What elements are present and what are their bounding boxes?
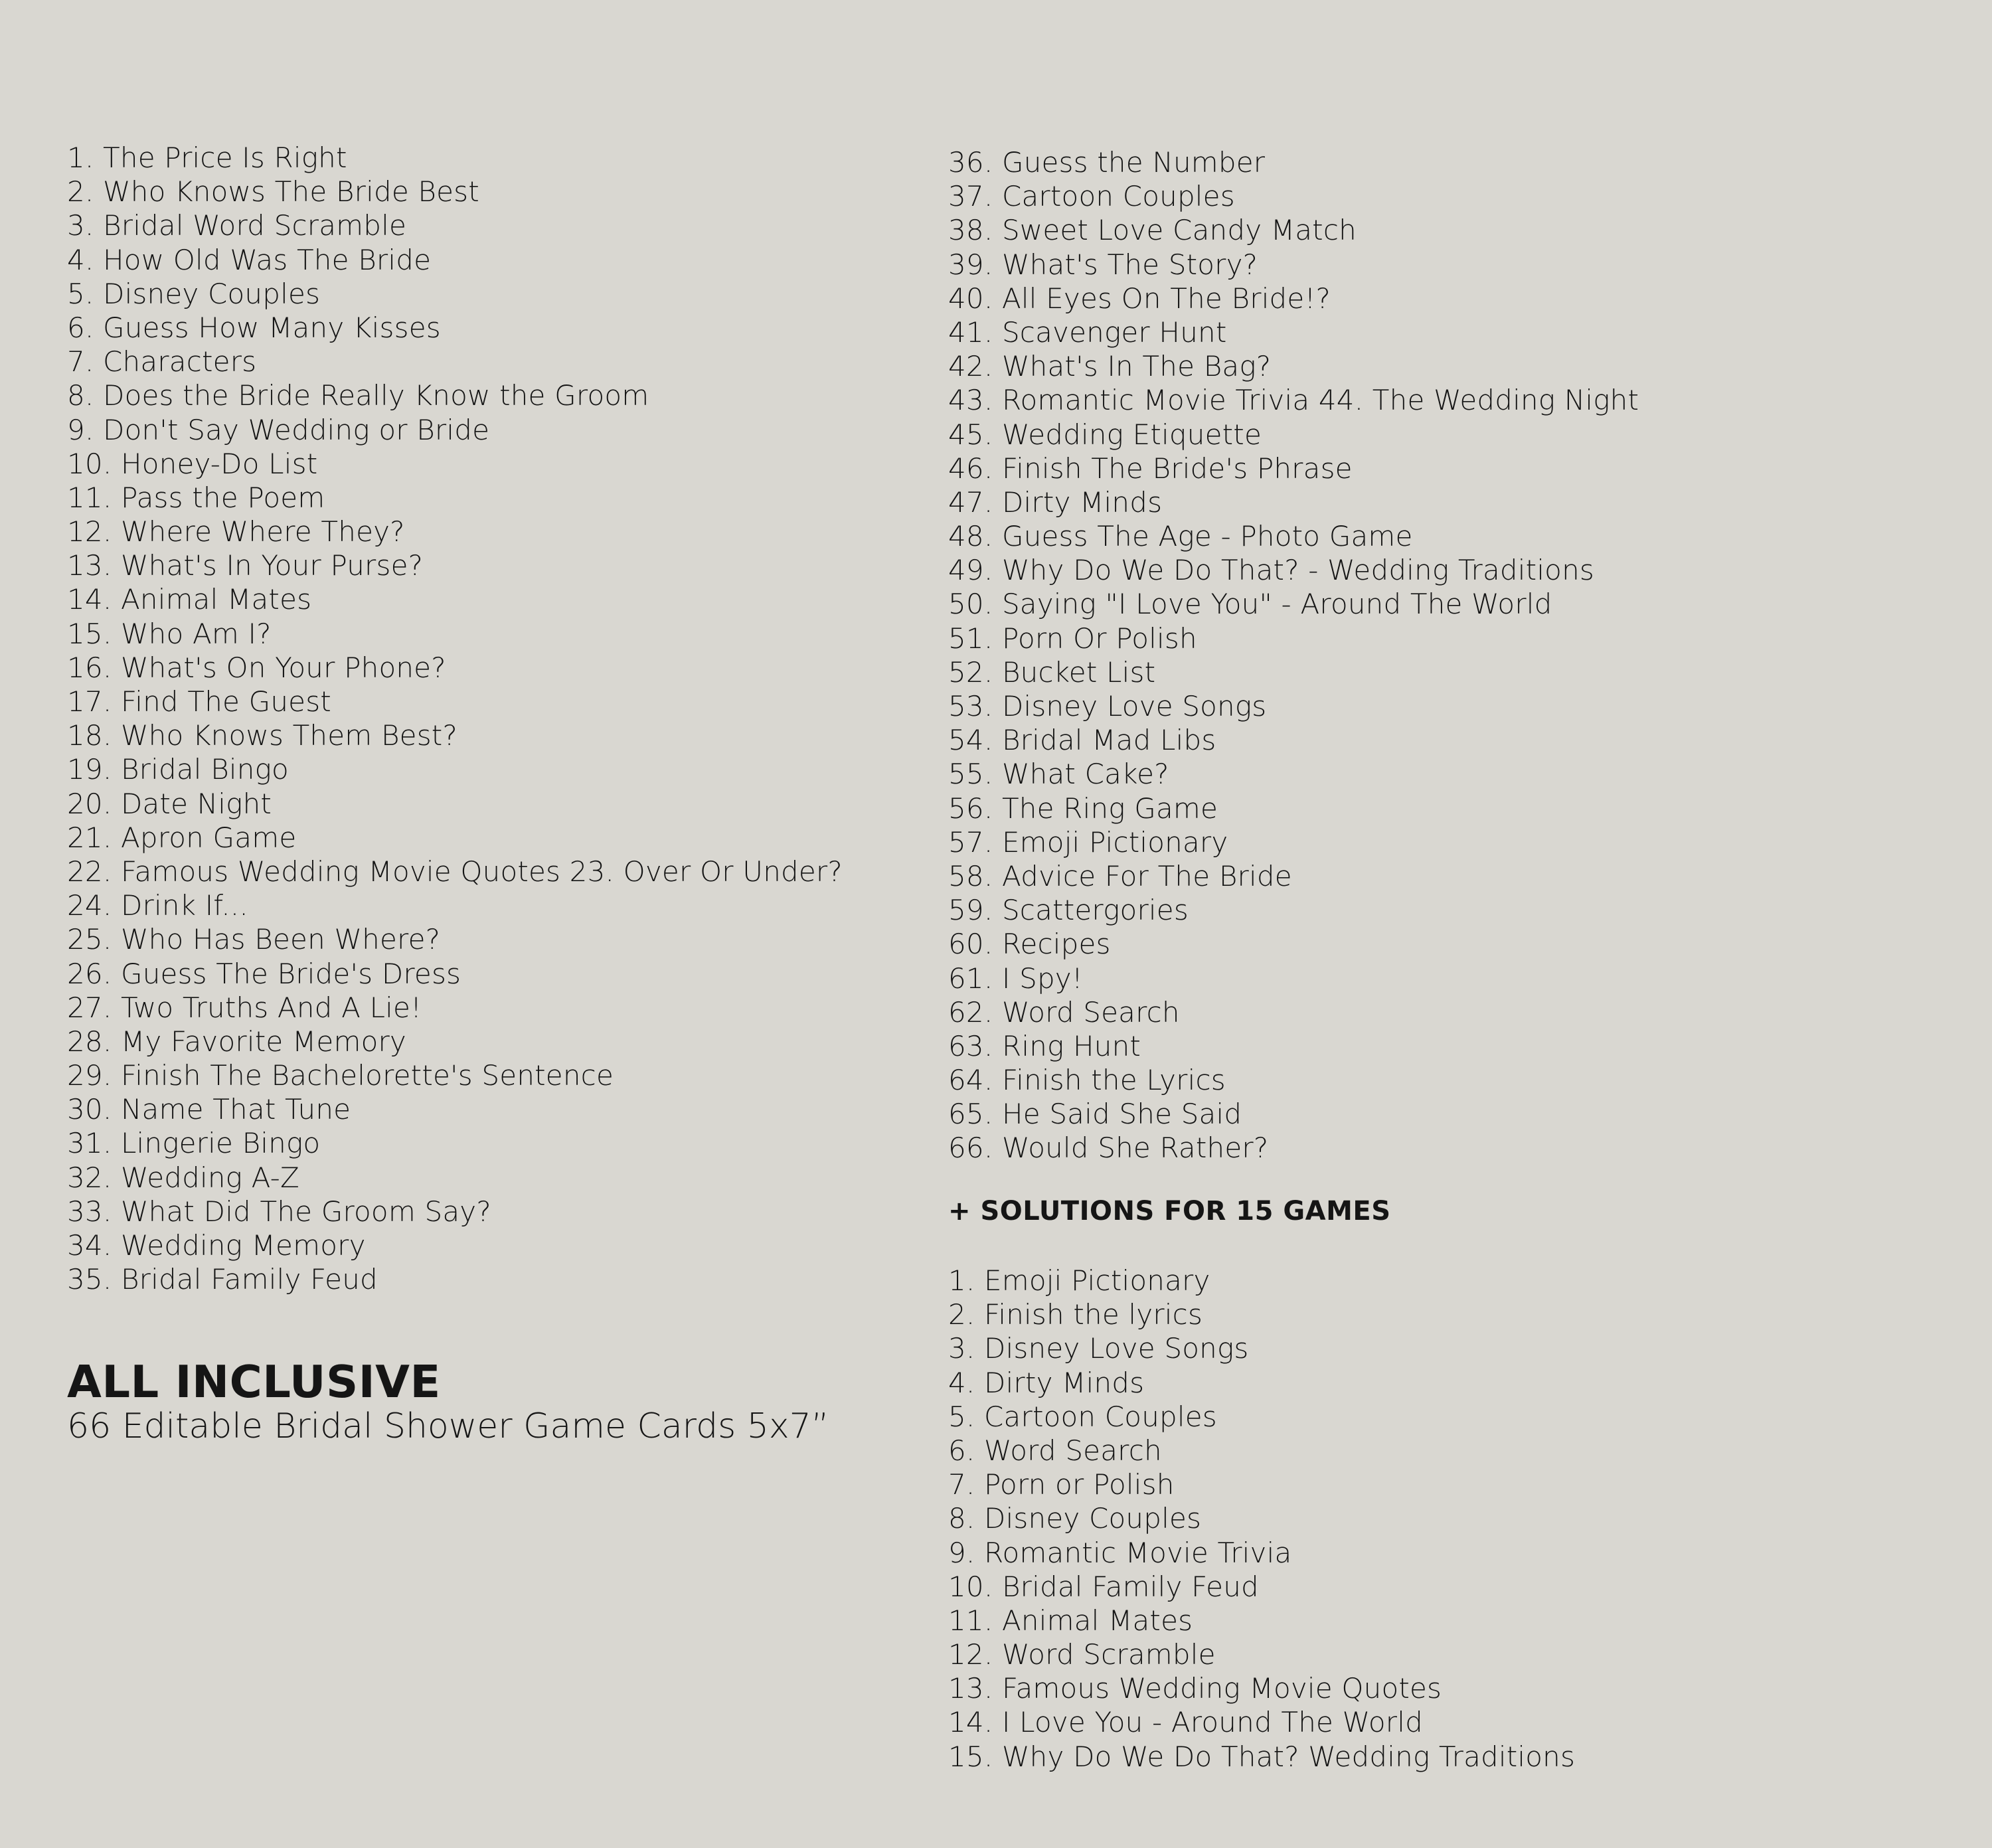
- game-item: 13. What's In Your Purse?: [67, 549, 424, 582]
- solution-item: 13. Famous Wedding Movie Quotes: [948, 1672, 1442, 1705]
- game-item: 21. Apron Game: [67, 821, 297, 854]
- game-item: 63. Ring Hunt: [948, 1029, 1141, 1062]
- game-item: 49. Why Do We Do That? - Wedding Traditions: [948, 554, 1594, 587]
- solution-item: 10. Bridal Family Feud: [948, 1570, 1259, 1603]
- solution-item: 2. Finish the lyrics: [948, 1298, 1203, 1331]
- game-item: 4. How Old Was The Bride: [67, 243, 432, 276]
- game-item: 6. Guess How Many Kisses: [67, 311, 441, 344]
- game-item: 5. Disney Couples: [67, 277, 321, 310]
- solution-item: 5. Cartoon Couples: [948, 1400, 1217, 1433]
- game-item: 11. Pass the Poem: [67, 481, 325, 514]
- solution-item: 11. Animal Mates: [948, 1604, 1193, 1637]
- game-item: 40. All Eyes On The Bride!?: [948, 282, 1331, 315]
- game-item: 25. Who Has Been Where?: [67, 923, 441, 956]
- game-item: 51. Porn Or Polish: [948, 622, 1197, 655]
- game-item: 16. What's On Your Phone?: [67, 651, 446, 684]
- game-item: 24. Drink If...: [67, 889, 248, 922]
- game-item: 20. Date Night: [67, 787, 272, 820]
- game-item: 10. Honey-Do List: [67, 447, 318, 480]
- game-item: 28. My Favorite Memory: [67, 1025, 406, 1058]
- game-item: 26. Guess The Bride's Dress: [67, 957, 461, 990]
- game-item: 29. Finish The Bachelorette's Sentence: [67, 1059, 614, 1092]
- game-item: 33. What Did The Groom Say?: [67, 1195, 491, 1228]
- game-item: 58. Advice For The Bride: [948, 859, 1292, 892]
- solution-item: 9. Romantic Movie Trivia: [948, 1536, 1292, 1569]
- game-item: 64. Finish the Lyrics: [948, 1064, 1226, 1097]
- solution-item: 6. Word Search: [948, 1434, 1162, 1467]
- game-item: 7. Characters: [67, 345, 257, 378]
- game-item: 55. What Cake?: [948, 758, 1169, 791]
- solution-item: 14. I Love You - Around The World: [948, 1706, 1423, 1739]
- game-item: 45. Wedding Etiquette: [948, 418, 1262, 451]
- game-item: 2. Who Knows The Bride Best: [67, 175, 479, 209]
- game-item: 9. Don't Say Wedding or Bride: [67, 413, 490, 446]
- games-list-left: [67, 141, 843, 1296]
- game-item: 53. Disney Love Songs: [948, 690, 1267, 722]
- game-item: 62. Word Search: [948, 995, 1180, 1029]
- solution-item: 7. Porn or Polish: [948, 1468, 1175, 1501]
- game-item: 47. Dirty Minds: [948, 485, 1163, 519]
- solution-item: 3. Disney Love Songs: [948, 1332, 1249, 1365]
- game-item: 35. Bridal Family Feud: [67, 1263, 378, 1296]
- page-title: ALL INCLUSIVE: [67, 1356, 441, 1408]
- game-item: 19. Bridal Bingo: [67, 753, 289, 786]
- game-item: 37. Cartoon Couples: [948, 180, 1235, 213]
- game-item: 66. Would She Rather?: [948, 1132, 1269, 1165]
- solutions-heading: + SOLUTIONS FOR 15 GAMES: [948, 1196, 1391, 1226]
- game-item: 1. The Price Is Right: [67, 141, 347, 174]
- game-item: 60. Recipes: [948, 928, 1111, 961]
- solution-item: 15. Why Do We Do That? Wedding Traditions: [948, 1740, 1576, 1773]
- game-item: 65. He Said She Said: [948, 1098, 1242, 1131]
- game-item: 8. Does the Bride Really Know the Groom: [67, 379, 649, 412]
- game-item: 14. Animal Mates: [67, 583, 312, 616]
- game-item: 39. What's The Story?: [948, 248, 1258, 281]
- game-item: 38. Sweet Love Candy Match: [948, 214, 1357, 247]
- game-item: 12. Where Where They?: [67, 515, 405, 548]
- game-item: 34. Wedding Memory: [67, 1229, 366, 1262]
- solutions-list: [948, 1264, 1575, 1774]
- solution-item: 12. Word Scramble: [948, 1638, 1216, 1671]
- game-item: 54. Bridal Mad Libs: [948, 724, 1216, 757]
- games-list-right: [948, 145, 1639, 1165]
- game-item: 17. Find The Guest: [67, 685, 331, 718]
- game-item: 30. Name That Tune: [67, 1093, 351, 1126]
- game-item: 61. I Spy!: [948, 962, 1083, 995]
- solution-item: 8. Disney Couples: [948, 1502, 1202, 1535]
- game-item: 52. Bucket List: [948, 655, 1156, 689]
- solution-item: 1. Emoji Pictionary: [948, 1264, 1210, 1297]
- game-item: 41. Scavenger Hunt: [948, 315, 1227, 349]
- game-item: 50. Saying "I Love You" - Around The World: [948, 588, 1552, 621]
- game-item: 59. Scattergories: [948, 894, 1189, 927]
- game-item: 43. Romantic Movie Trivia 44. The Wedding Night: [948, 384, 1639, 417]
- game-item: 3. Bridal Word Scramble: [67, 209, 407, 242]
- game-item: 22. Famous Wedding Movie Quotes 23. Over Or Under?: [67, 855, 843, 888]
- game-item: 57. Emoji Pictionary: [948, 825, 1228, 859]
- game-item: 31. Lingerie Bingo: [67, 1127, 321, 1160]
- game-item: 46. Finish The Bride's Phrase: [948, 452, 1353, 485]
- game-item: 18. Who Knows Them Best?: [67, 719, 457, 752]
- game-item: 36. Guess the Number: [948, 146, 1266, 179]
- page-subtitle: 66 Editable Bridal Shower Game Cards 5x7”: [67, 1406, 829, 1446]
- solution-item: 4. Dirty Minds: [948, 1366, 1145, 1399]
- game-item: 27. Two Truths And A Lie!: [67, 991, 422, 1024]
- game-item: 42. What's In The Bag?: [948, 350, 1272, 383]
- game-item: 48. Guess The Age - Photo Game: [948, 520, 1413, 553]
- game-item: 32. Wedding A-Z: [67, 1161, 299, 1194]
- game-item: 56. The Ring Game: [948, 792, 1218, 825]
- game-item: 15. Who Am I?: [67, 617, 272, 650]
